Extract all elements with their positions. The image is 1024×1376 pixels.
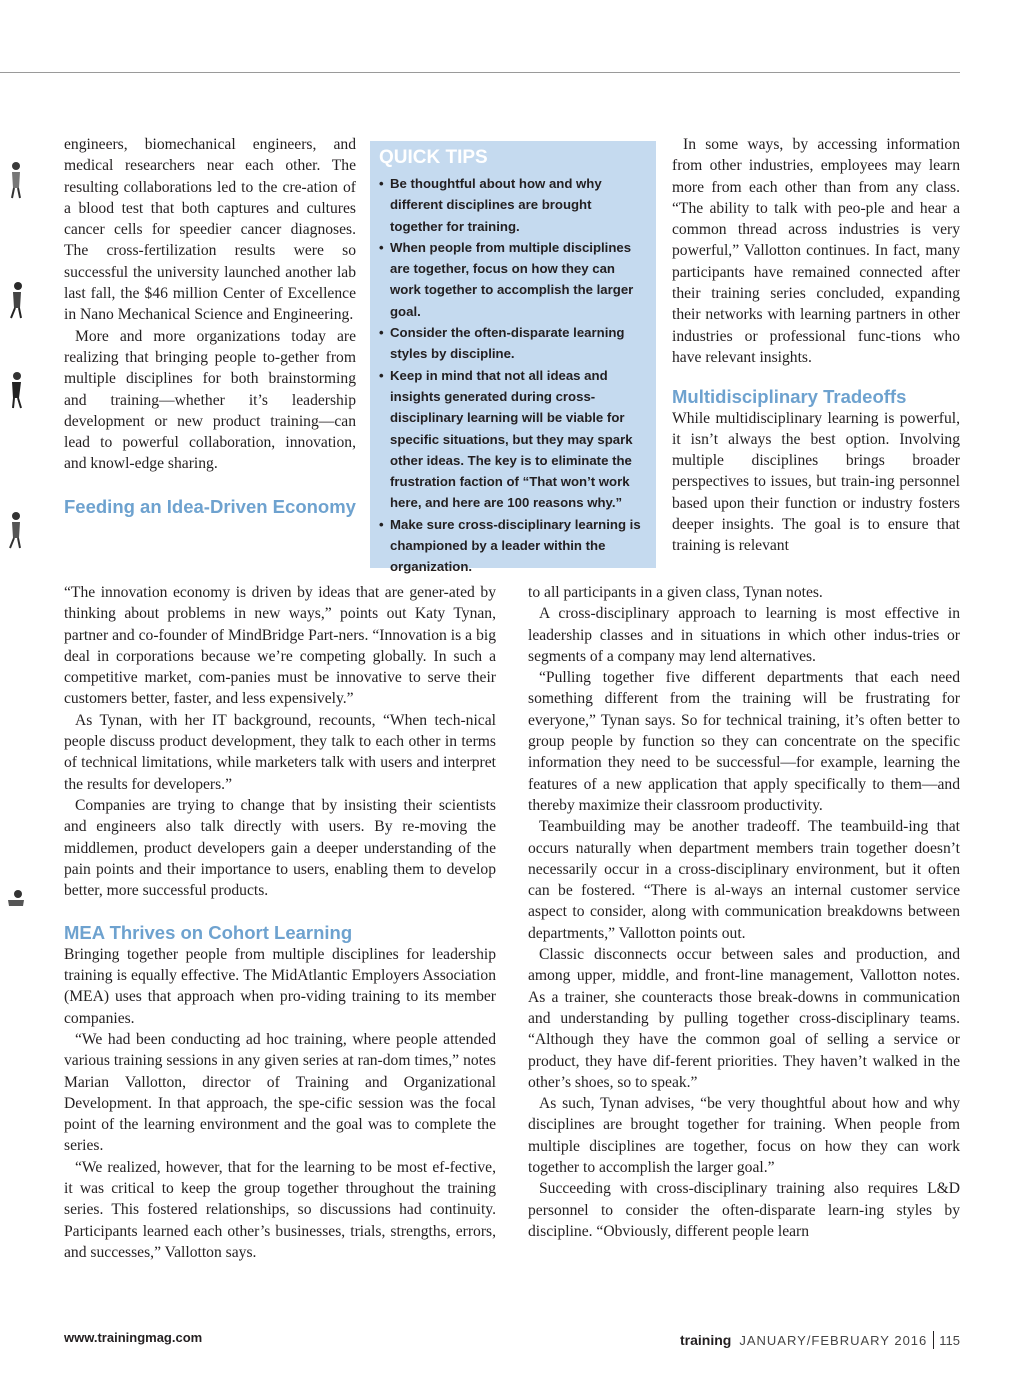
quick-tips-title: QUICK TIPS: [379, 147, 488, 168]
paragraph: As Tynan, with her IT background, recounts, “When tech-nical people discuss product development, they talk to each other in terms of technical limitations, while marketers talk with users and interpret the results for developers.”: [64, 711, 496, 793]
person-figure-icon: [6, 280, 26, 320]
footer-folio: [680, 1330, 960, 1350]
column-right-top: [672, 134, 960, 557]
person-figure-icon: [6, 160, 26, 200]
quick-tip-item: • When people from multiple disciplines are together, focus on how they can work together to accomplish the larger goal.: [379, 237, 646, 322]
paragraph: Bringing together people from multiple disciplines for leadership training is equally effective. The MidAtlantic Employers Association (MEA) uses that approach when pro-viding training to its member companies.: [64, 945, 496, 1027]
paragraph: “Pulling together five different departments that each need something different from the training will be frustrating for everyone,” Tynan says. So for technical training, it’s often better to group people by function so they can concentrate on the specific information they need to be successful—for example, learning the features of a new application that apply specifically to them—and thereby maximize their classroom productivity.: [528, 669, 960, 814]
paragraph: Companies are trying to change that by insisting their scientists and engineers also talk directly with users. By re-moving the middlemen, product developers gain a deeper understanding of the pain points and their importance to users, enabling them to develop better, more successful products.: [64, 796, 496, 900]
footer-brand: training: [680, 1332, 732, 1348]
paragraph: “We realized, however, that for the learning to be most ef-fective, it was critical to keep the group together throughout the training series. This fostered relationships, so discussions had continuity. Participants learned each other’s businesses, trials, strengths, errors, and successes,” Vallotton says.: [64, 1158, 496, 1261]
person-figure-icon: [6, 370, 26, 410]
section-heading: Multidisciplinary Tradeoffs: [672, 386, 907, 408]
quick-tips-list: [379, 173, 646, 578]
paragraph: While multidisciplinary learning is powerful, it isn’t always the best option. Involving multiple disciplines brings broader perspectives to issues, but train-ing personnel based upon their function or industry fosters deeper insights. The goal is to ensure that training is relevant: [672, 409, 960, 555]
footer-issue-date: JANUARY/FEBRUARY 2016: [739, 1332, 928, 1348]
column-right-bottom: [528, 582, 960, 1242]
paragraph: Succeeding with cross-disciplinary training also requires L&D personnel to consider the often-disparate learn-ing styles by discipline. “Obviously, different people learn: [528, 1180, 960, 1240]
edge-photo-people: [0, 140, 50, 940]
paragraph: Classic disconnects occur between sales and production, and among upper, middle, and front-line management, Vallotton notes. As a trainer, she counteracts those break-downs in communication and understanding by pulling together cross-disciplinary teams. “Although they have the common goal of selling a service or product, they have dif-ferent priorities. They haven’t walked in the other’s shoes, so to speak.”: [528, 946, 960, 1091]
paragraph: As such, Tynan advises, “be very thoughtful about how and why disciplines are brought together for training. When people from multiple disciplines are together, focus on how they can work together to accomplish the larger goal.”: [528, 1095, 960, 1177]
column-left-bottom: [64, 582, 496, 1263]
paragraph: A cross-disciplinary approach to learning is most effective in leadership classes and in situations in which other indus-tries or segments of a company may lend alternatives.: [528, 605, 960, 665]
quick-tip-item: • Keep in mind that not all ideas and insights generated during cross-disciplinary learning will be viable for specific situations, but they may spark other ideas. The key is to eliminate the frustration faction of “That won’t work here, and here are 100 reasons why.”: [379, 365, 646, 514]
section-heading: Feeding an Idea-Driven Economy: [64, 495, 356, 517]
footer-divider: [933, 1331, 934, 1349]
quick-tip-item: • Be thoughtful about how and why different disciplines are brought together for training.: [379, 173, 646, 237]
page-number: 115: [939, 1332, 960, 1348]
person-figure-icon: [6, 880, 26, 920]
paragraph: More and more organizations today are realizing that bringing people to-gether from multiple disciplines for both brainstorming and training—whether it’s leadership development or new product training—can lead to powerful collaboration, innovation, and knowl-edge sharing.: [64, 327, 356, 473]
paragraph: engineers, biomechanical engineers, and medical researchers near each other. The resulting collaborations led to the cre-ation of a blood test that both captures and cultures cancer cells for speedier cancer diagnoses. The cross-fertilization results were so successful the university launched another lab last fall, the $46 million Center of Excellence in Nano Mechanical Science and Engineering.: [64, 136, 356, 324]
quick-tip-item: • Consider the often-disparate learning styles by discipline.: [379, 322, 646, 365]
paragraph: In some ways, by accessing information from other industries, employees may learn more from each other than from any class. “The ability to talk with peo-ple and hear a common thread across industries is very powerful,” Vallotton continues. In fact, many participants have remained connected after their training series concluded, expanding their networks with learning partners in other industries or professional func-tions who have relevant insights.: [672, 136, 960, 366]
footer-url[interactable]: www.trainingmag.com: [64, 1330, 203, 1345]
paragraph: to all participants in a given class, Tynan notes.: [528, 584, 823, 601]
quick-tips-box: [370, 141, 656, 575]
paragraph: “The innovation economy is driven by ideas that are gener-ated by thinking about problems in new ways,” points out Katy Tynan, partner and co-founder of MindBridge Part-ners. “Innovation is a big deal in corporations because we’re competing globally. In such a competitive market, com-panies must be innovative to serve their customers better, faster, and less expensively.”: [64, 584, 496, 708]
column-left-top: [64, 134, 356, 517]
quick-tip-item: • Make sure cross-disciplinary learning is championed by a leader within the organization.: [379, 514, 646, 578]
top-rule: [0, 72, 960, 73]
paragraph: Teambuilding may be another tradeoff. The teambuild-ing that occurs naturally when department members train together doesn’t necessarily occur in a cross-disciplinary environment, but it often can be fostered. “There is al-ways an internal customer service aspect to consider, along with communication breakdowns between departments,” Vallotton points out.: [528, 818, 960, 942]
person-figure-icon: [6, 510, 26, 550]
section-heading: MEA Thrives on Cohort Learning: [64, 922, 353, 944]
paragraph: “We had been conducting ad hoc training, where people attended various training sessions in any given series at ran-dom times,” notes Marian Vallotton, director of Training and Organizational Development. In that approach, the spe-cific session was the focal point of the learning environment and the goal was to complete the series.: [64, 1030, 496, 1155]
